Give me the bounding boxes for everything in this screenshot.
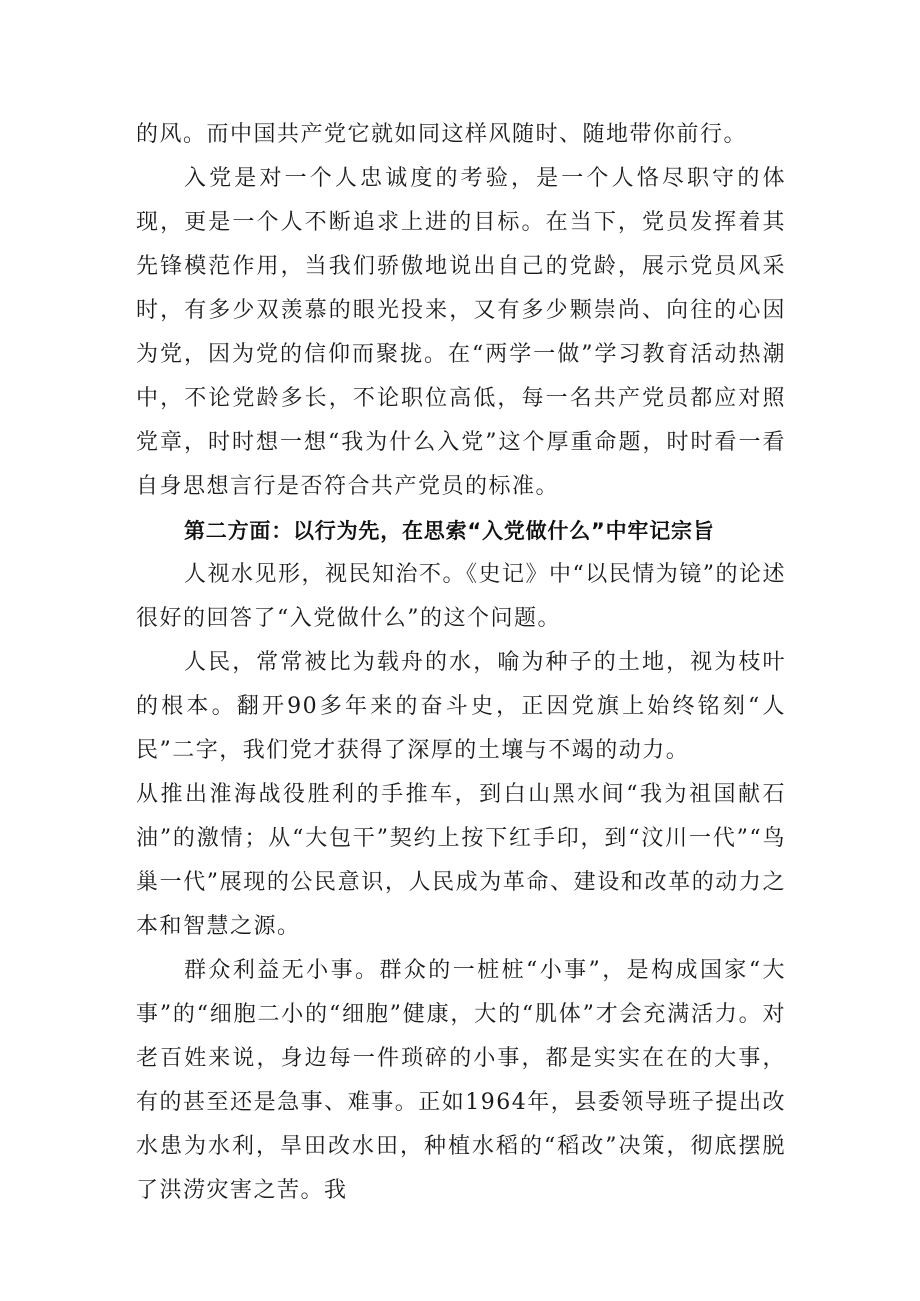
paragraph-party-membership: 入党是对一个人忠诚度的考验，是一个人恪尽职守的体现，更是一个人不断追求上进的目标。在当下，党员发挥着其先锋模范作用，当我们骄傲地说出自己的党龄，展示党员风采时，有多少双羡慕的眼光投来，又有多少颗崇尚、向往的心因为党，因为党的信仰而聚拢。在“两学一做”学习教育活动热潮中，不论党龄多长，不论职位高低，每一名共产党员都应对照党章，时时想一想“我为什么入党”这个厚重命题，时时看一看自身思想言行是否符合共产党员的标准。 <box>136 166 786 499</box>
paragraph-shiji-quote: 人视水见形，视民知治不。《史记》中“以民情为镜”的论述很好的回答了“入党做什么”的这个问题。 <box>136 562 786 631</box>
paragraph-people: 人民，常常被比为载舟的水，喻为种子的土地，视为枝叶的根本。翻开90多年来的奋斗史，正因党旗上始终铭刻“人民”二字，我们党才获得了深厚的土壤与不竭的动力。 <box>136 650 786 763</box>
paragraph-continuation: 的风。而中国共产党它就如同这样风随时、随地带你前行。 <box>136 122 748 147</box>
section-heading: 第二方面：以行为先，在思索“入党做什么”中牢记宗旨 <box>184 519 715 543</box>
document-body <box>136 113 786 1213</box>
paragraph-history: 从推出淮海战役胜利的手推车，到白山黑水间“我为祖国献石油”的激情；从“大包干”契约上按下红手印，到“汶川一代”“鸟巢一代”展现的公民意识，人民成为革命、建设和改革的动力之本和智慧之源。 <box>136 782 786 939</box>
paragraph-masses-interest: 群众利益无小事。群众的一桩桩“小事”，是构成国家“大事”的“细胞二小的“细胞”健康，大的“肌体”才会充满活力。对老百姓来说，身边每一件琐碎的小事，都是实实在在的大事，有的甚至还是急事、难事。正如1964年，县委领导班子提出改水患为水利，旱田改水田，种植水稻的“稻改”决策，彻底摆脱了洪涝灾害之苦。我 <box>136 958 786 1203</box>
